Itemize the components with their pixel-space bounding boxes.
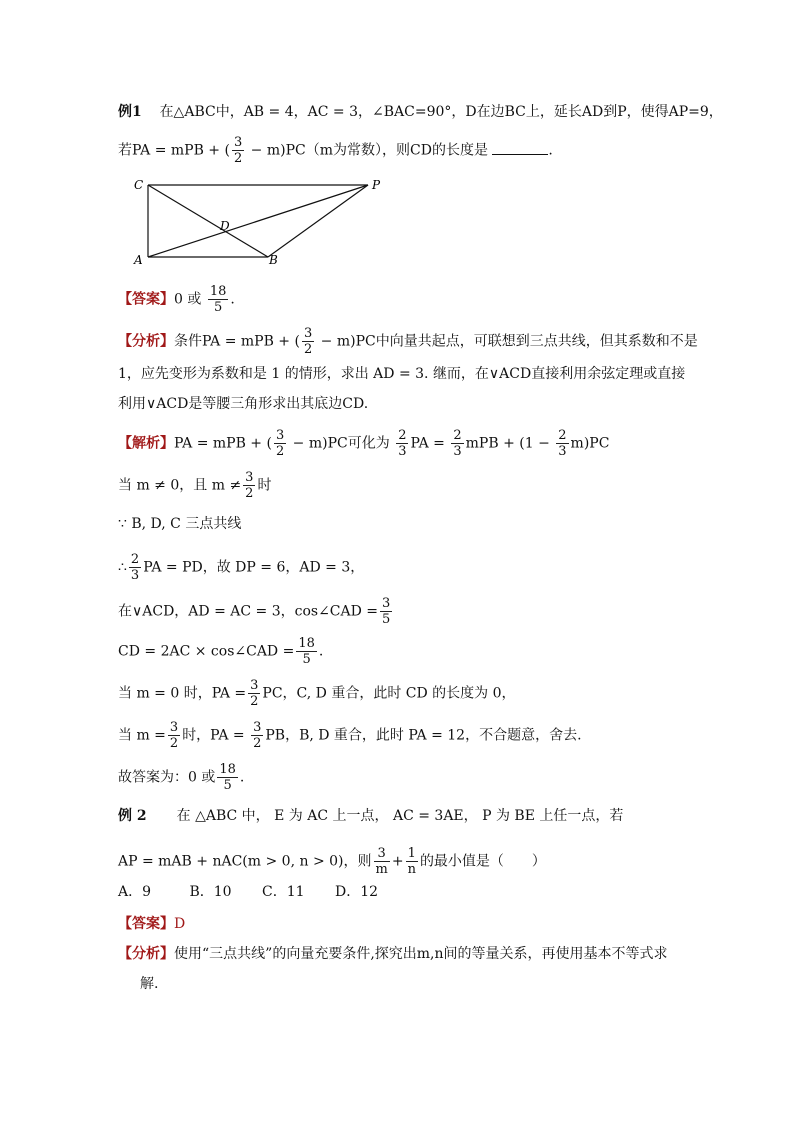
solution-1-line-5: 在∨ACD，AD = AC = 3，cos∠CAD = $\frac{3}{5}$: [118, 596, 391, 627]
analysis-1-line-3: 利用∨ACD是等腰三角形求出其底边CD.: [118, 396, 369, 412]
point-d-label: D: [220, 219, 230, 233]
option-a: A．9: [118, 884, 152, 900]
segment-cb: [148, 185, 268, 257]
solution-1-line-9: 故答案为：0 或 $\frac{18}{5}$ .: [118, 762, 245, 793]
example-1-line-1: [118, 102, 723, 122]
example-2-line-1: 例 2 在 △ABC 中， E 为 AC 上一点， AC = 3AE， P 为 BE 上任一点，若: [118, 808, 624, 824]
solution-1-line-2: 当 m ≠ 0，且 m ≠ $\frac{3}{2}$ 时: [118, 470, 272, 501]
solution-1-line-1: 【解析】PA = mPB + ( $\frac{3}{2}$ − m)PC可化为 $\frac{2}{3}$ PA = $\frac{2}{3}$ mPB + (1 − $\frac{2}{3}$ m)PC: [118, 428, 610, 459]
example-1-text: 在△ABC中，AB = 4，AC = 3，∠BAC=90°，D在边BC上，延长AD到P，使得AP=9，: [159, 104, 723, 120]
solution-1-line-3: ∵ B, D, C 三点共线: [118, 516, 242, 532]
segment-bp: [268, 185, 368, 257]
analysis-2-line-1: 【分析】使用“三点共线”的向量充要条件,探究出m,n间的等量关系，再使用基本不等式求: [118, 946, 668, 962]
option-c: C．11: [262, 884, 305, 900]
example-2-line-2: AP = mAB + nAC(m > 0, n > 0)，则 $\frac{3}{m}$ + $\frac{1}{n}$ 的最小值是（ ）: [118, 846, 546, 877]
answer-blank: [492, 140, 548, 155]
example-2-options: [118, 882, 378, 902]
segment-ap: [148, 185, 368, 257]
solution-1-line-6: CD = 2AC × cos∠CAD = $\frac{18}{5}$ .: [118, 636, 324, 667]
analysis-1-line-1: 【分析】条件PA = mPB + ( $\frac{3}{2}$ − m)PC中向量共起点，可联想到三点共线，但其系数和不是: [118, 326, 698, 357]
answer-1: 【答案】0 或 $\frac{18}{5}$ .: [118, 284, 235, 315]
point-p-label: P: [372, 178, 381, 192]
solution-1-line-8: 当 m = $\frac{3}{2}$ 时，PA = $\frac{3}{2}$ PB，B, D 重合，此时 PA = 12，不合题意，舍去.: [118, 720, 582, 751]
analysis-1-line-2: 1，应先变形为系数和是 1 的情形，求出 AD = 3. 继而，在∨ACD直接利用余弦定理或直接: [118, 366, 686, 382]
example-1-label: 例1: [118, 104, 142, 120]
solution-1-line-4: ∴ $\frac{2}{3}$ PA = PD，故 DP = 6，AD = 3，: [118, 552, 365, 583]
point-c-label: C: [134, 178, 144, 192]
point-a-label: A: [134, 253, 143, 267]
geometry-figure: [128, 172, 388, 268]
example-1-line-2: 若PA = mPB + ( $\frac{3}{2}$ − m)PC（m为常数），则CD的长度是 .: [118, 135, 553, 166]
solution-1-line-7: 当 m = 0 时，PA = $\frac{3}{2}$ PC，C, D 重合，此时 CD 的长度为 0，: [118, 678, 516, 709]
point-b-label: B: [269, 253, 278, 267]
answer-2: 【答案】D: [118, 916, 186, 932]
analysis-2-line-2: 解.: [140, 976, 159, 992]
option-d: D．12: [335, 884, 379, 900]
example-2-label: 例 2: [118, 808, 147, 824]
option-b: B．10: [189, 884, 232, 900]
